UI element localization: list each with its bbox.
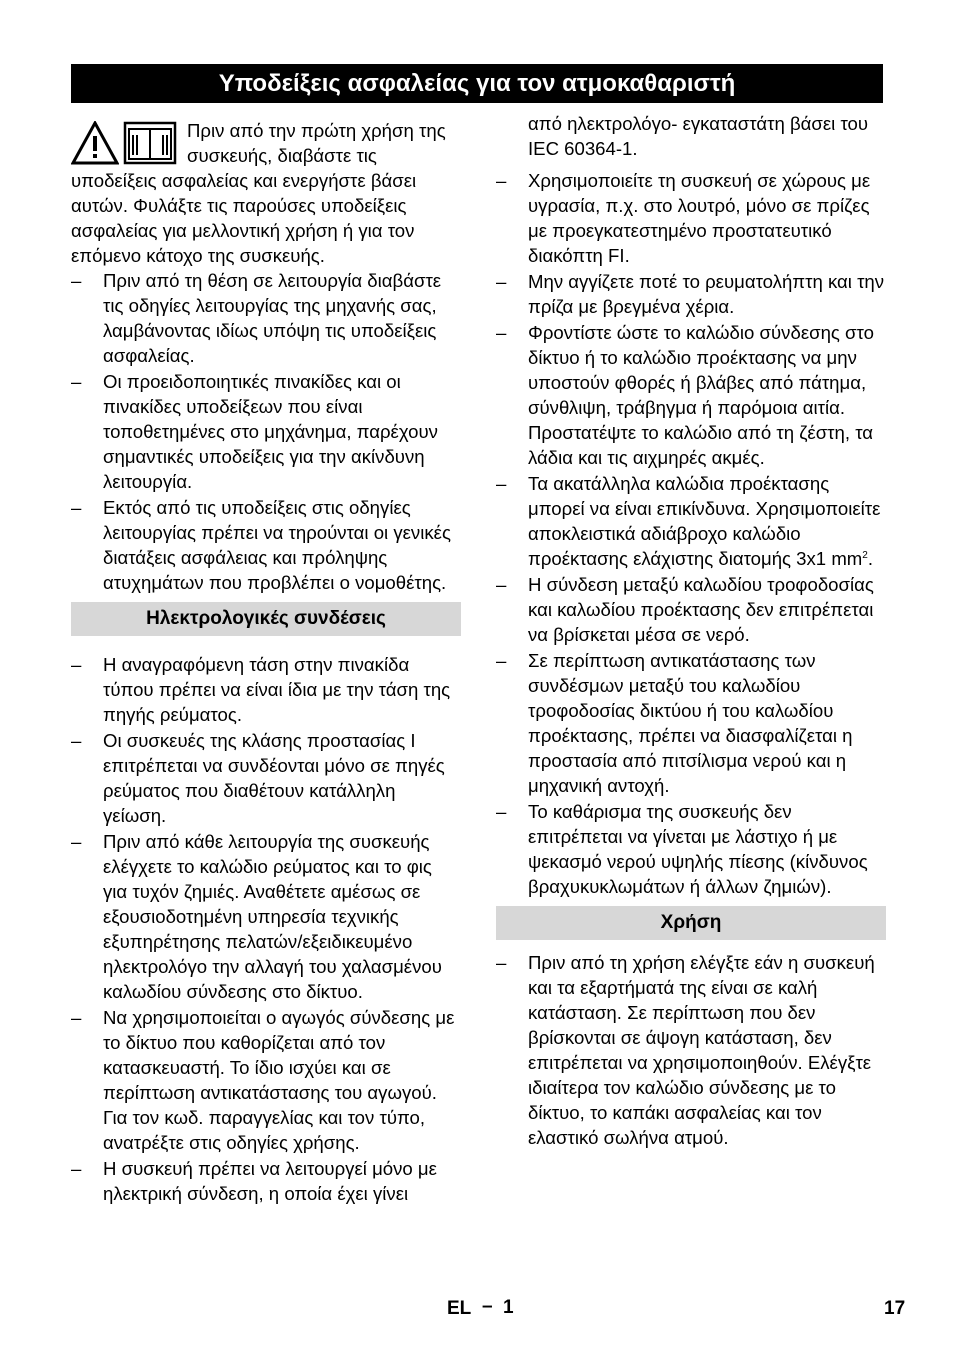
section-heading-usage: Χρήση bbox=[496, 906, 886, 940]
safety-icons bbox=[71, 121, 181, 165]
list-item bbox=[71, 1005, 461, 1155]
list-item bbox=[496, 168, 886, 268]
page-number: 17 bbox=[884, 1298, 906, 1319]
section-heading-electrical: Ηλεκτρολογικές συνδέσεις bbox=[71, 602, 461, 636]
list-item bbox=[496, 572, 886, 647]
list-item bbox=[71, 1156, 461, 1206]
list-item bbox=[71, 652, 461, 727]
list-item-text: Η σύνδεση μεταξύ καλωδίου τροφοδοσίας και καλωδίου προέκτασης δεν επιτρέπεται να βρίσκεται μέσα σε νερό. bbox=[528, 574, 874, 645]
list-item bbox=[496, 320, 886, 470]
bullet-dash: – bbox=[496, 473, 507, 494]
list-item bbox=[71, 728, 461, 828]
warning-triangle-icon bbox=[71, 121, 119, 165]
intro-text: Πριν από την πρώτη χρήση της συσκευής, διαβάστε τις υποδείξεις ασφαλείας και ενεργήστε βάσει αυτών. Φυλάξτε τις παρούσες υποδείξεις ασφαλείας για μελλοντική χρήση ή για τον επόμενο κάτοχο της συσκευής. bbox=[71, 120, 446, 266]
bullet-dash: – bbox=[71, 831, 82, 852]
list-item-text: Μην αγγίζετε ποτέ το ρευματολήπτη και την πρίζα με βρεγμένα χέρια. bbox=[528, 271, 885, 317]
intro-paragraph bbox=[71, 118, 461, 268]
list-item-text: Η αναγραφόμενη τάση στην πινακίδα τύπου πρέπει να είναι ίδια με την τάση της πηγής ρεύματος. bbox=[103, 654, 451, 725]
bullet-dash: – bbox=[496, 801, 507, 822]
list-item bbox=[71, 829, 461, 1004]
bullet-dash: – bbox=[496, 574, 507, 595]
list-item-text: Εκτός από τις υποδείξεις στις οδηγίες λειτουργίας πρέπει να τηρούνται οι γενικές διατάξεις ασφάλειας και πρόληψης ατυχημάτων που προβλέπει ο νομοθέτης. bbox=[103, 497, 451, 593]
right-column bbox=[496, 111, 886, 1151]
list-item bbox=[496, 471, 886, 571]
page-title: Υποδείξεις ασφαλείας για τον ατμοκαθαριστή bbox=[71, 64, 883, 103]
bullet-dash: – bbox=[71, 371, 82, 392]
list-item-text: Πριν από τη χρήση ελέγξτε εάν η συσκευή και τα εξαρτήματά της είναι σε καλή κατάσταση. Σε περίπτωση που δεν βρίσκονται σε άψογη κατάσταση, δεν επιτρέπεται να χρησιμοποιηθούν. Ελέγξτε ιδιαίτερα τον καλώδιο σύνδεσης με το δίκτυο, το καπάκι ασφαλείας και τον ελαστικό σωλήνα ατμού. bbox=[528, 952, 875, 1148]
list-item-text: Πριν από τη θέση σε λειτουργία διαβάστε τις οδηγίες λειτουργίας της μηχανής σας, λαμβάνοντας ιδίως υπόψη τις υποδείξεις ασφαλείας. bbox=[103, 270, 442, 366]
list-item-text-with-superscript bbox=[528, 471, 886, 571]
footer-sub-page: 1 bbox=[503, 1297, 514, 1318]
list-item bbox=[71, 495, 461, 595]
footer-dash: – bbox=[482, 1296, 493, 1317]
list-item bbox=[71, 268, 461, 368]
bullet-dash: – bbox=[71, 654, 82, 675]
bullet-dash: – bbox=[71, 497, 82, 518]
list-item bbox=[496, 269, 886, 319]
bullet-dash: – bbox=[496, 170, 507, 191]
sentence-period: . bbox=[867, 548, 874, 569]
bullet-dash: – bbox=[71, 730, 82, 751]
list-item-text: Το καθάρισμα της συσκευής δεν επιτρέπεται να γίνεται με λάστιχο ή με ψεκασμό νερού υψηλής πίεσης (κίνδυνος βραχυκυκλωμάτων ή άλλων ζημιών). bbox=[528, 801, 868, 897]
superscript: 2 bbox=[862, 549, 868, 561]
list-item-continuation: από ηλεκτρολόγο- εγκαταστάτη βάσει του IEC 60364-1. bbox=[528, 113, 869, 159]
bullet-dash: – bbox=[496, 650, 507, 671]
list-item-text: Πριν από κάθε λειτουργία της συσκευής ελέγχετε το καλώδιο ρεύματος και το φις για τυχόν ζημιές. Αναθέτετε αμέσως σε εξουσιοδοτημένη υπηρεσία τεχνικής εξυπηρέτησης πελατών/εξειδικευμένο ηλεκτρολόγο την αλλαγή του χαλασμένου καλωδίου σύνδεσης στο δίκτυο. bbox=[103, 831, 442, 1002]
bullet-dash: – bbox=[71, 1007, 82, 1028]
list-item-text: Τα ακατάλληλα καλώδια προέκτασης μπορεί να είναι επικίνδυνα. Χρησιμοποιείτε αποκλειστικά αδιάβροχο καλώδιο προέκτασης ελάχιστης διατομής 3x1 mm bbox=[528, 473, 881, 569]
open-manual-icon bbox=[123, 121, 177, 165]
footer-language: EL bbox=[447, 1298, 472, 1319]
list-item bbox=[496, 950, 886, 1150]
bullet-dash: – bbox=[496, 322, 507, 343]
list-item bbox=[496, 648, 886, 798]
bullet-dash: – bbox=[496, 952, 507, 973]
list-item-text: Η συσκευή πρέπει να λειτουργεί μόνο με ηλεκτρική σύνδεση, η οποία έχει γίνει bbox=[103, 1158, 437, 1204]
bullet-dash: – bbox=[71, 1158, 82, 1179]
list-item-text: Χρησιμοποιείτε τη συσκευή σε χώρους με υγρασία, π.χ. στο λουτρό, μόνο σε πρίζες με προεγκατεστημένο προστατευτικό διακόπτη FI. bbox=[528, 170, 871, 266]
bullet-dash: – bbox=[496, 271, 507, 292]
list-item-text: Οι συσκευές της κλάσης προστασίας I επιτρέπεται να συνδέονται μόνο σε πηγές ρεύματος που διαθέτουν κατάλληλη γείωση. bbox=[103, 730, 445, 826]
list-item bbox=[496, 799, 886, 899]
left-column bbox=[71, 118, 461, 1207]
list-item-text: Οι προειδοποιητικές πινακίδες και οι πινακίδες υποδείξεων που είναι τοποθετημένες στο μηχάνημα, παρέχουν σημαντικές υποδείξεις για την ακίνδυνη λειτουργία. bbox=[103, 371, 438, 492]
list-item-text: Φροντίστε ώστε το καλώδιο σύνδεσης στο δίκτυο ή το καλώδιο προέκτασης να μην υποστούν φθορές ή βλάβες από πάτημα, σύνθλιψη, τράβηγμα ή παρόμοια αιτία. Προστατέψτε το καλώδιο από τη ζέστη, τα λάδια και τις αιχμηρές ακμές. bbox=[528, 322, 874, 468]
list-item bbox=[71, 369, 461, 494]
list-item-text: Να χρησιμοποιείται ο αγωγός σύνδεσης με το δίκτυο που καθορίζεται από τον κατασκευαστή. Το ίδιο ισχύει και σε περίπτωση αντικατάστασης του αγωγού. Για τον κωδ. παραγγελίας και τον τύπο, ανατρέξτε στις οδηγίες χρήσης. bbox=[103, 1007, 455, 1153]
list-item-text: Σε περίπτωση αντικατάστασης των συνδέσμων μεταξύ του καλωδίου τροφοδοσίας δικτύου ή του καλωδίου προέκτασης, πρέπει να διασφαλίζεται η προστασία από πιτσίλισμα νερού και η μηχανική αντοχή. bbox=[528, 650, 853, 796]
bullet-dash: – bbox=[71, 270, 82, 291]
